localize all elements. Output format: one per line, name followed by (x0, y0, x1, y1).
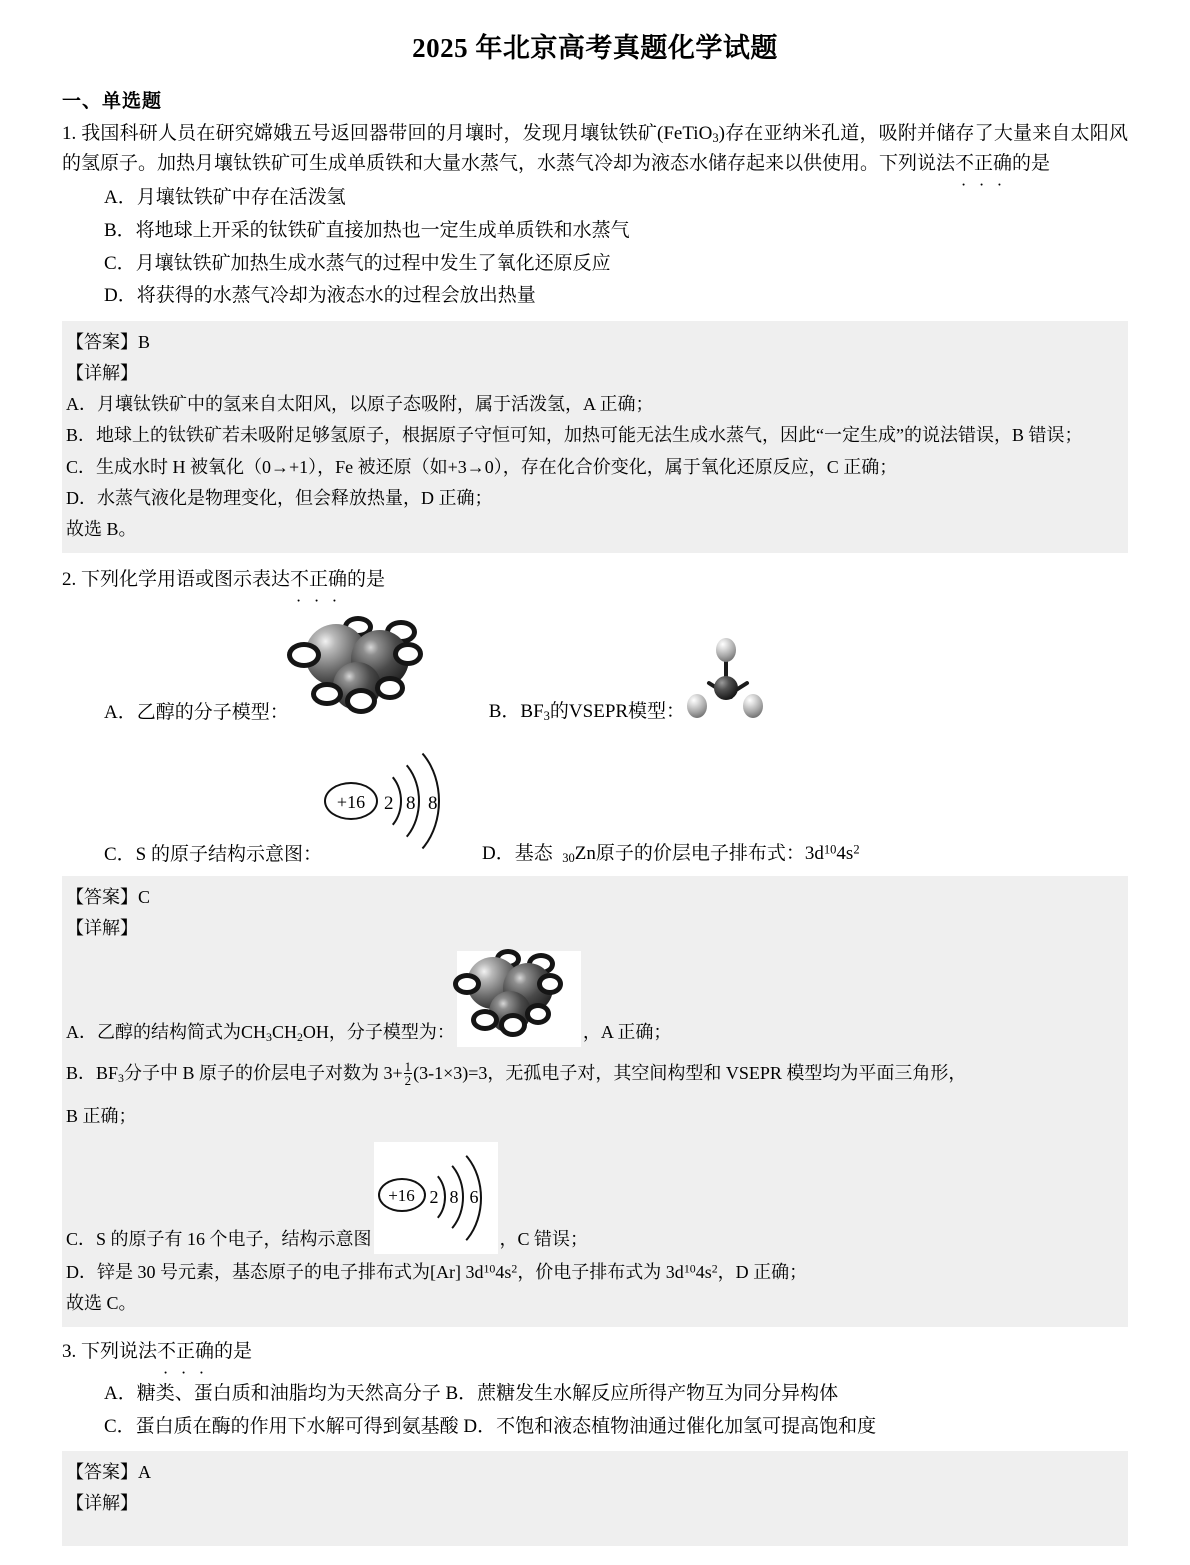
answer-label: 【答案】 (66, 1462, 138, 1483)
question-1-detail-label: 【详解】 (66, 363, 138, 384)
question-2-answer-block (62, 876, 1128, 1327)
fraction-one-half (404, 1060, 412, 1087)
formula-subscript: 3 (712, 130, 719, 145)
fluorine-sphere (687, 694, 707, 718)
answer-value: C (138, 886, 151, 907)
detail-a-text-mid2: OH，分子模型为： (302, 1021, 455, 1042)
formula-subscript: 3 (543, 708, 550, 723)
shell-electron-count: 2 (384, 792, 394, 814)
detail-d-text-pre: D．锌是 30 号元素，基态原子的电子排布式为[Ar] 3d (66, 1261, 484, 1282)
page-title: 2025 年北京高考真题化学试题 (412, 33, 778, 63)
formula-subscript: 3 (118, 1071, 124, 1086)
formula-superscript: 10 (683, 1261, 696, 1276)
detail-d-text-mid3: 4s (695, 1261, 712, 1282)
nucleus-charge-label: +16 (324, 782, 378, 820)
hydrogen-ring (345, 688, 377, 714)
detail-c-text-pre: C．S 的原子有 16 个电子，结构示意图 (66, 1228, 372, 1249)
question-1-text-c: 的是 (1012, 153, 1051, 175)
choice-b-text-pre: B．BF (488, 700, 544, 722)
formula-superscript: 10 (823, 842, 837, 856)
sulfur-atom-structure-diagram-icon (322, 738, 472, 866)
sulfur-atom-structure-diagram-icon (374, 1142, 498, 1254)
formula-subscript: 2 (296, 1029, 303, 1044)
hydrogen-ring (471, 1009, 499, 1031)
atomic-number-subscript: 30 (562, 850, 575, 865)
hydrogen-ring (375, 676, 405, 700)
question-1-detail-d: D．水蒸气液化是物理变化，但会释放热量，D 正确； (66, 487, 493, 508)
detail-d-text-post: ，D 正确； (717, 1261, 808, 1282)
hydrogen-ring (311, 682, 343, 706)
question-2-choice-d-label[interactable] (482, 838, 860, 866)
question-2-detail-conclusion: 故选 C。 (66, 1293, 137, 1314)
question-1-answer-block (62, 321, 1128, 553)
detail-c-text-post: ，C 错误； (499, 1228, 589, 1249)
question-2-detail-d (66, 1257, 1120, 1288)
question-1-detail-conclusion: 故选 B。 (66, 518, 137, 539)
detail-b-text-pre: B．BF (66, 1063, 119, 1084)
hydrogen-ring (287, 642, 321, 668)
fraction-denominator: 2 (404, 1072, 412, 1088)
question-2-answer-line (66, 882, 1120, 913)
document-body (0, 86, 1190, 1546)
hydrogen-ring (537, 973, 563, 995)
question-1-choice-d[interactable]: D．将获得的水蒸气冷却为液态水的过程会放出热量 (104, 285, 536, 307)
hydrogen-ring (453, 973, 481, 995)
question-1-answer-line (66, 327, 1120, 358)
fraction-numerator: 1 (404, 1058, 412, 1074)
question-3-stem (62, 1337, 1128, 1368)
question-3-choices (62, 1378, 1128, 1443)
question-1-choice-b[interactable]: B．将地球上开采的钛铁矿直接加热也一定生成单质铁和水蒸气 (104, 219, 630, 241)
question-1-detail-a: A．月壤钛铁矿中的氢来自太阳风，以原子态吸附，属于活泼氢，A 正确； (66, 394, 654, 415)
detail-a-text-post: ，A 正确； (582, 1021, 672, 1042)
detail-d-text-mid2: ，价电子排布式为 3d (517, 1261, 684, 1282)
question-3-answer-line (66, 1457, 1120, 1488)
question-3-choice-row-1[interactable]: A．糖类、蛋白质和油脂均为天然高分子 B．蔗糖发生水解反应所得产物互为同分异构体 (104, 1382, 839, 1404)
question-2-detail-label: 【详解】 (66, 917, 138, 938)
detail-a-text-pre: A．乙醇的结构简式为CH (66, 1021, 267, 1042)
answer-label: 【答案】 (66, 331, 138, 352)
question-3-text-b: 的是 (214, 1341, 253, 1363)
question-2-detail-a (66, 950, 1120, 1048)
question-2-number: 2. (62, 569, 77, 590)
question-2-detail-c (66, 1141, 1120, 1255)
formula-superscript: 2 (511, 1261, 518, 1276)
question-3-number: 3. (62, 1341, 77, 1363)
question-1-choice-c[interactable]: C．月壤钛铁矿加热生成水蒸气的过程中发生了氧化还原反应 (104, 252, 611, 274)
hydrogen-ring (499, 1013, 527, 1037)
ethanol-molecule-model-icon (457, 951, 581, 1047)
question-3-emphasis: 不正确 · · · (157, 1337, 214, 1368)
choice-d-text-mid: Zn原子的价层电子排布式：3d (574, 842, 824, 864)
question-1-text-b: )存在亚纳米孔道，吸附并储存了大量来自太阳风的氢原子。加热月壤钛铁矿可生成单质铁和大量水蒸气，水蒸气冷却为液态水储存起来以供使用。下列说法 (62, 122, 1128, 175)
question-2-text-b: 的是 (347, 569, 386, 590)
shell-electron-count: 8 (428, 792, 438, 814)
question-3-text-a: 下列说法 (81, 1341, 158, 1363)
hydrogen-ring (393, 642, 423, 666)
question-2-choice-b-label[interactable] (489, 696, 685, 724)
answer-label: 【答案】 (66, 886, 138, 907)
question-2-choices-ab (62, 618, 1128, 724)
answer-value: A (138, 1462, 151, 1483)
shell-electron-count: 8 (449, 1186, 459, 1207)
question-2-emphasis: 不正确 · · · (290, 565, 347, 596)
question-2-detail-b-line2: B 正确； (66, 1106, 137, 1127)
nucleus-charge-label: +16 (378, 1178, 426, 1212)
question-1-number: 1. (62, 122, 77, 144)
question-1-choice-a[interactable]: A．月壤钛铁矿中存在活泼氢 (104, 187, 346, 209)
question-2-choice-c-label[interactable]: C．S 的原子结构示意图： (104, 843, 322, 865)
formula-superscript: 10 (483, 1261, 496, 1276)
choice-b-text-post: 的VSEPR模型： (549, 700, 686, 722)
shell-electron-count: 2 (429, 1186, 439, 1207)
detail-b-text-post: (3-1×3)=3，无孤电子对，其空间构型和 VSEPR 模型均为平面三角形， (413, 1063, 967, 1084)
fluorine-sphere (743, 694, 763, 718)
detail-b-text-mid: 分子中 B 原子的价层电子对数为 3+ (123, 1063, 403, 1084)
shell-electron-count: 6 (469, 1186, 479, 1207)
question-1-detail-c: C．生成水时 H 被氧化（0→+1），Fe 被还原（如+3→0），存在化合价变化，属于氧化还原反应，C 正确； (66, 456, 898, 477)
question-2-choice-a-label[interactable]: A．乙醇的分子模型： (104, 701, 289, 723)
hydrogen-ring (525, 1003, 551, 1025)
formula-subscript: 3 (266, 1029, 272, 1044)
formula-superscript: 2 (711, 1261, 718, 1276)
question-3-detail-label: 【详解】 (66, 1493, 138, 1514)
answer-value: B (138, 331, 151, 352)
shell-electron-count: 8 (406, 792, 416, 814)
question-1-detail-b: B．地球上的钛铁矿若未吸附足够氢原子，根据原子守恒可知，加热可能无法生成水蒸气，因此“一定生成”的说法错误，B 错误； (66, 425, 1083, 446)
choice-d-text-pre: D．基态 (482, 842, 553, 864)
question-2-stem (62, 565, 1128, 596)
section-heading: 一、单选题 (62, 90, 163, 112)
detail-d-text-mid1: 4s (495, 1261, 512, 1282)
question-3-answer-block (62, 1451, 1128, 1545)
fluorine-sphere (716, 638, 736, 662)
question-3-choice-row-2[interactable]: C．蛋白质在酶的作用下水解可得到氨基酸 D．不饱和液态植物油通过催化加氢可提高饱和度 (104, 1415, 877, 1437)
choice-d-text-mid2: 4s (836, 842, 854, 864)
formula-superscript: 2 (853, 842, 860, 856)
question-2-text-a: 下列化学用语或图示表达 (81, 569, 291, 590)
question-1-stem (62, 119, 1128, 181)
question-1-text-a: 我国科研人员在研究嫦娥五号返回器带回的月壤时，发现月壤钛铁矿(FeTiO (81, 122, 713, 144)
question-1-emphasis: 不正确 · · · (955, 149, 1012, 180)
question-2-detail-b (66, 1052, 1120, 1095)
ethanol-molecule-model-icon (289, 618, 459, 724)
question-1-choices (62, 182, 1128, 313)
detail-a-text-mid1: CH (271, 1021, 297, 1042)
bf3-vsepr-model-icon (685, 632, 767, 724)
boron-sphere (714, 676, 738, 700)
question-2-choices-cd (62, 738, 1128, 866)
